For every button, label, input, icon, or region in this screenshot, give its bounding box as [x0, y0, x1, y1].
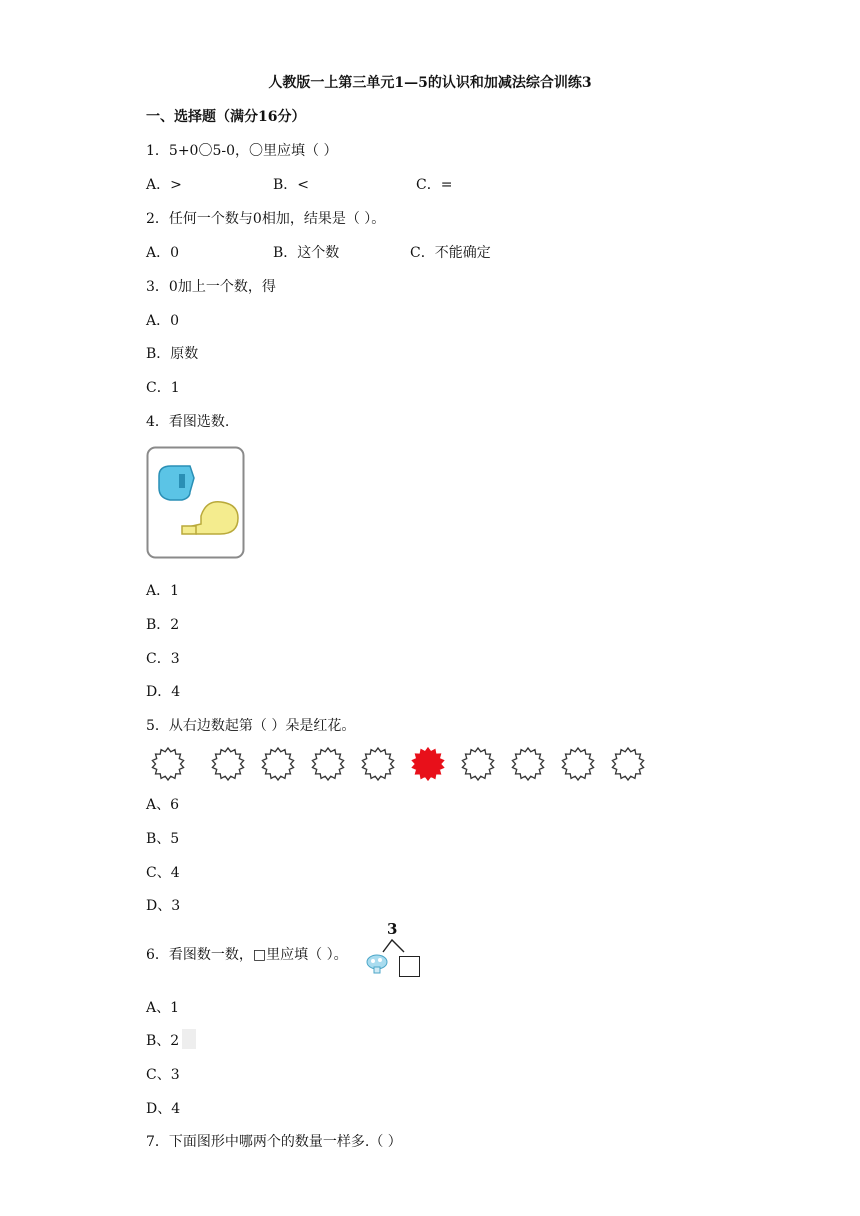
- q4-option-b[interactable]: B．2: [146, 617, 180, 633]
- flower-icon: [150, 746, 186, 782]
- flower-row: [150, 746, 650, 782]
- q5-option-d[interactable]: D、3: [146, 898, 181, 914]
- answer-box[interactable]: [399, 956, 420, 977]
- tree-top-number: 3: [387, 920, 398, 938]
- flower-icon: [310, 746, 346, 782]
- q3-option-c[interactable]: C．1: [146, 380, 180, 396]
- question-7: 7．下面图形中哪两个的数量一样多.（ ）: [146, 1134, 402, 1150]
- q4-option-d[interactable]: D．4: [146, 684, 181, 700]
- highlight-mark: [182, 1029, 196, 1049]
- flower-icon: [260, 746, 296, 782]
- q3-option-a[interactable]: A．0: [146, 313, 180, 329]
- question-2: 2．任何一个数与0相加，结果是（ ）。: [146, 211, 386, 227]
- q6-option-b[interactable]: B、2: [146, 1033, 180, 1049]
- q6-option-d[interactable]: D、4: [146, 1101, 181, 1117]
- whistles-picture-icon: [146, 446, 246, 560]
- flower-icon: [610, 746, 646, 782]
- question-5: 5．从右边数起第（ ）朵是红花。: [146, 718, 356, 734]
- q6-option-a[interactable]: A、1: [146, 1000, 180, 1016]
- q4-option-a[interactable]: A．1: [146, 583, 180, 599]
- mushroom-icon: [366, 954, 388, 974]
- flower-icon: [210, 746, 246, 782]
- question-1: 1．5+0〇5-0，〇里应填（ ）: [146, 143, 338, 159]
- q5-option-c[interactable]: C、4: [146, 865, 180, 881]
- q3-option-b[interactable]: B．原数: [146, 346, 199, 362]
- q2-option-a[interactable]: A．0: [146, 245, 180, 261]
- flower-icon: [460, 746, 496, 782]
- page-title: 人教版一上第三单元1—5的认识和加减法综合训练3: [268, 75, 592, 91]
- q1-option-c[interactable]: C．=: [416, 177, 453, 193]
- q5-option-a[interactable]: A、6: [146, 797, 180, 813]
- q1-option-a[interactable]: A．>: [146, 177, 182, 193]
- q2-option-c[interactable]: C．不能确定: [410, 245, 491, 261]
- section-heading: 一、选择题（满分16分）: [146, 109, 306, 125]
- flower-icon: [360, 746, 396, 782]
- question-3: 3．0加上一个数，得: [146, 279, 276, 295]
- question-6: 6．看图数一数，□里应填（ ）。: [146, 947, 348, 963]
- number-tree-lines: [380, 938, 410, 954]
- q4-option-c[interactable]: C．3: [146, 651, 180, 667]
- flower-icon: [510, 746, 546, 782]
- q1-option-b[interactable]: B．<: [273, 177, 310, 193]
- q6-option-c[interactable]: C、3: [146, 1067, 180, 1083]
- flower-icon: [560, 746, 596, 782]
- q2-option-b[interactable]: B．这个数: [273, 245, 340, 261]
- red-flower-icon: [410, 746, 446, 782]
- question-4: 4．看图选数.: [146, 414, 230, 430]
- blue-whistle-icon: [159, 466, 194, 500]
- q5-option-b[interactable]: B、5: [146, 831, 180, 847]
